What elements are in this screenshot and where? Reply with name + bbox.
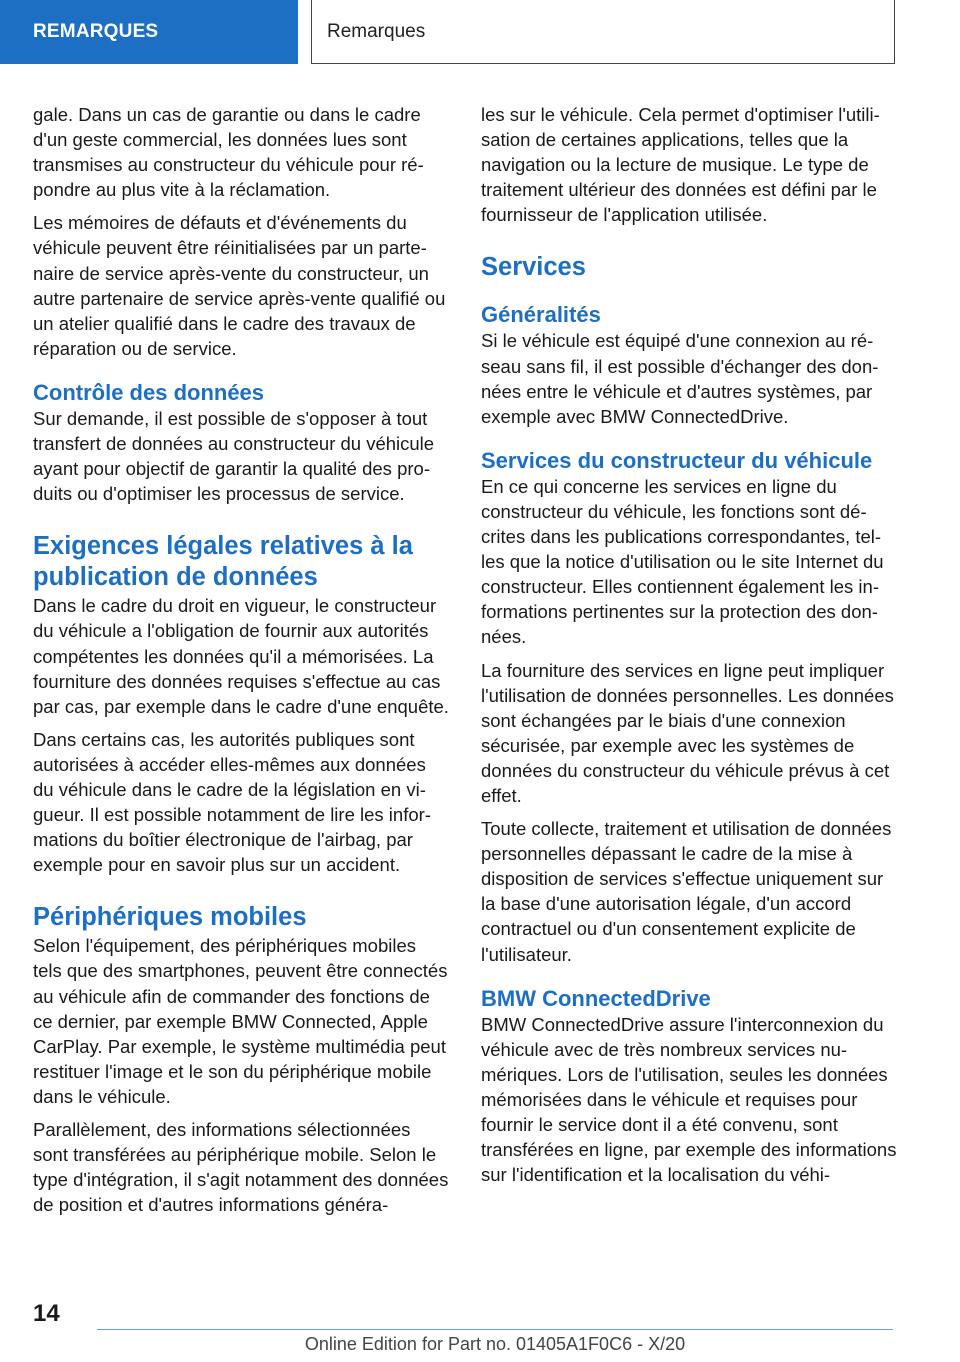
- left-column: [33, 102, 449, 1225]
- paragraph: Sur demande, il est possible de s'opposer à tout transfert de données au constructeur du véhicule ayant pour objectif de garantir la qualité des produits ou d'optimiser les processus de service.: [33, 407, 435, 505]
- heading-bmw-connecteddrive: BMW ConnectedDrive: [481, 985, 711, 1011]
- paragraph: Si le véhicule est équipé d'une connexion au réseau sans fil, il est possible d'échanger des données entre le véhicule et d'autres systèmes, par exemple avec BMW ConnectedDrive.: [481, 330, 879, 427]
- paragraph: les sur le véhicule. Cela permet d'optimiser l'utilisation de certaines applications, telles que la navigation ou la lecture de musique. Le type de traitement ultérieur des données est défini par le fournisseur de l'application utilisée.: [481, 104, 880, 226]
- paragraph: Selon l'équipement, des périphériques mobiles tels que des smartphones, peuvent être connectés au véhicule afin de commander des fonctions de ce dernier, par exemple BMW Connected, Apple CarPlay. Par exemple, le système multimédia peut restituer l'image et le son du périphérique mobile dans le véhicule.: [33, 935, 448, 1107]
- section-tab: [0, 0, 298, 64]
- section-tab-label: REMARQUES: [33, 21, 159, 42]
- paragraph: Dans le cadre du droit en vigueur, le constructeur du véhicule a l'obligation de fournir aux autorités compétentes les données qu'il a mémorisées. La fourniture des données requises s'effectue au cas par cas, par exemple dans le cadre d'une enquête.: [33, 595, 449, 717]
- paragraph: La fourniture des services en ligne peut impliquer l'utilisation de données personnelles. Les données sont échangées par le biais d'une connexion sécurisée, par exemple avec les systèmes de données du constructeur du véhicule prévus à cet effet.: [481, 659, 894, 806]
- footer-edition: Online Edition for Part no. 01405A1F0C6 - X/20: [304, 1334, 686, 1354]
- heading-controle-donnees: Contrôle des données: [33, 379, 265, 405]
- right-column: [481, 102, 897, 1195]
- paragraph: En ce qui concerne les services en ligne du constructeur du véhicule, les fonctions sont décrites dans les publications correspondantes, telles que la notice d'utilisation ou le site Internet du constructeur. Elles contiennent également les informations pertinentes sur la protection des données.: [481, 475, 884, 648]
- page-number: 14: [33, 1300, 60, 1327]
- heading-exigences-legales: Exigences légales relatives à la publication de données: [33, 532, 413, 592]
- footer-divider: [97, 1329, 893, 1330]
- paragraph: BMW ConnectedDrive assure l'interconnexion du véhicule avec de très nombreux services numériques. Lors de l'utilisation, seules les données mémorisées dans le véhicule et requises pour fournir le service dont il a été convenu, sont transférées en ligne, par exemple des informations sur l'identification et la localisation du véhi-: [481, 1013, 897, 1186]
- paragraph: Toute collecte, traitement et utilisation de données personnelles dépassant le cadre de la mise à disposition de services s'effectue uniquement sur la base d'une autorisation légale, d'un accord contractuel ou d'un consentement explicite de l'utilisateur.: [481, 818, 892, 965]
- section-title: Remarques: [327, 20, 426, 42]
- heading-services-constructeur: Services du constructeur du véhicule: [481, 447, 873, 473]
- paragraph: Les mémoires de défauts et d'événements du véhicule peuvent être réinitialisées par un partenaire de service après-vente du constructeur, un autre partenaire de service après-vente qualifié ou un atelier qualifié dans le cadre des travaux de réparation ou de service.: [33, 212, 446, 359]
- heading-peripheriques-mobiles: Périphériques mobiles: [33, 903, 307, 932]
- heading-generalites: Généralités: [481, 302, 601, 328]
- paragraph: gale. Dans un cas de garantie ou dans le cadre d'un geste commercial, les données lues sont transmises au constructeur du véhicule pour répondre au plus vite à la réclamation.: [33, 104, 424, 201]
- section-title-box: [311, 0, 895, 64]
- paragraph: Parallèlement, des informations sélectionnées sont transférées au périphérique mobile. Selon le type d'intégration, il s'agit notamment des données de position et d'autres informations généra-: [33, 1119, 449, 1216]
- paragraph: Dans certains cas, les autorités publiques sont autorisées à accéder elles-mêmes aux données du véhicule dans le cadre de la législation en vigueur. Il est possible notamment de lire les informations du boîtier électronique de l'airbag, par exemple pour en savoir plus sur un accident.: [33, 728, 431, 876]
- heading-services: Services: [481, 253, 586, 282]
